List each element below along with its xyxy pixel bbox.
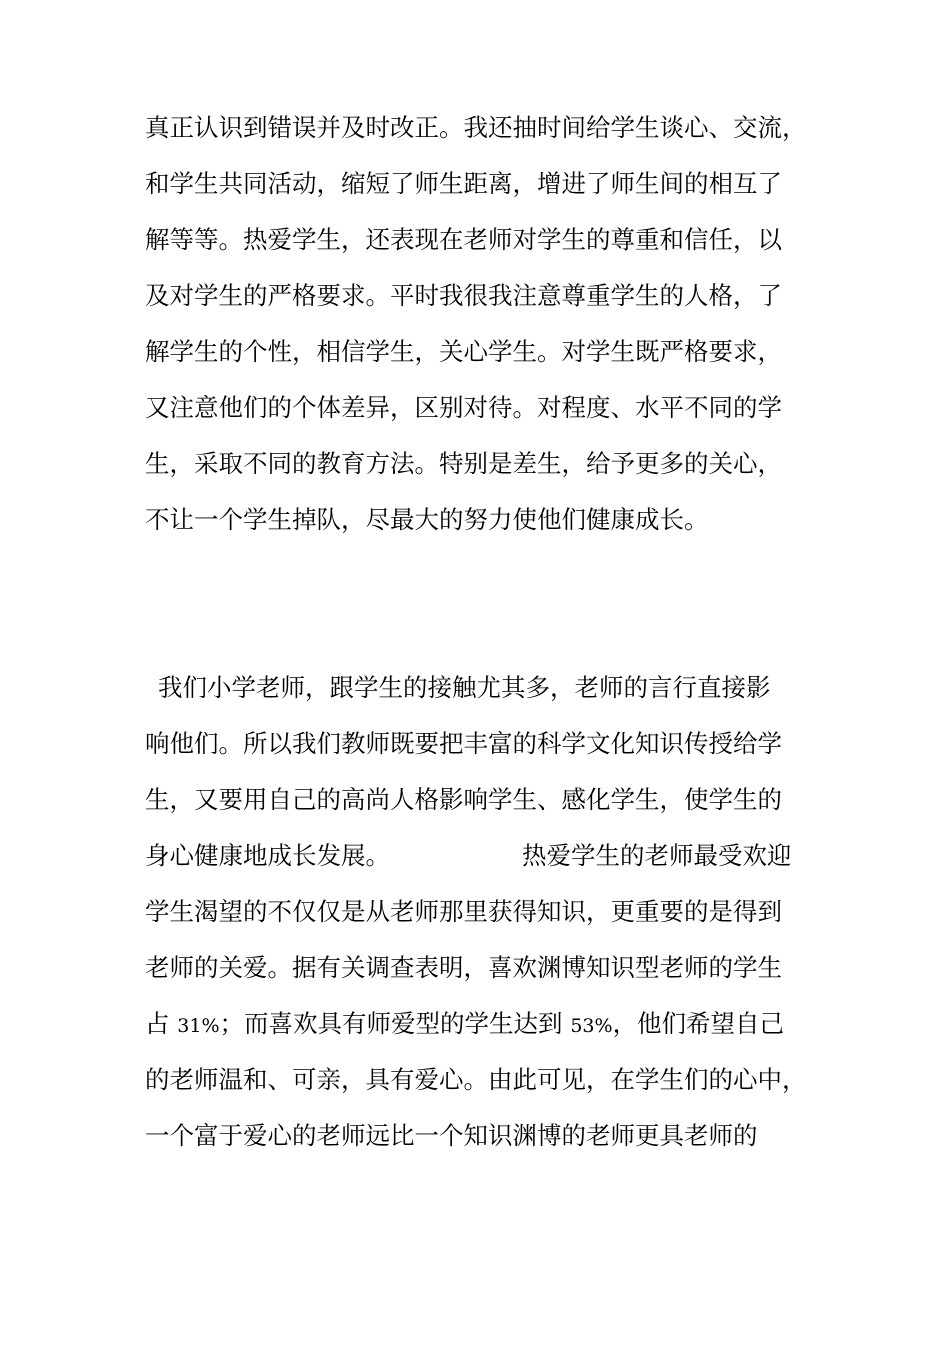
text-line: 的老师温和、可亲，具有爱心。由此可见，在学生们的心中， — [145, 1065, 807, 1094]
text-line: 身心健康地成长发展。 — [145, 841, 390, 870]
percent-value: 53% — [570, 1015, 613, 1037]
text-segment: ，他们希望自己 — [612, 1009, 785, 1038]
text-line: 生，又要用自己的高尚人格影响学生、感化学生，使学生的 — [145, 785, 782, 814]
percent-value: 31% — [177, 1015, 220, 1037]
text-line: 老师的关爱。据有关调查表明，喜欢渊博知识型老师的学生 — [145, 953, 782, 982]
text-line: 解学生的个性，相信学生，关心学生。对学生既严格要求， — [145, 337, 782, 366]
text-segment: ；而喜欢具有师爱型的学生达到 — [219, 1009, 571, 1038]
text-line: 解等等。热爱学生，还表现在老师对学生的尊重和信任，以 — [145, 225, 782, 254]
text-line: 生，采取不同的教育方法。特别是差生，给予更多的关心， — [145, 449, 782, 478]
text-line: 热爱学生的老师最受欢迎 — [522, 841, 792, 870]
text-line: 不让一个学生掉队，尽最大的努力使他们健康成长。 — [145, 505, 709, 534]
text-segment: 占 — [145, 1009, 178, 1038]
text-line: 又注意他们的个体差异，区别对待。对程度、水平不同的学 — [145, 393, 782, 422]
text-line: 及对学生的严格要求。平时我很我注意尊重学生的人格，了 — [145, 281, 782, 310]
text-line: 和学生共同活动，缩短了师生距离，增进了师生间的相互了 — [145, 169, 782, 198]
text-line — [145, 1004, 825, 1044]
text-line: 真正认识到错误并及时改正。我还抽时间给学生谈心、交流， — [145, 113, 807, 142]
text-line: 我们小学老师，跟学生的接触尤其多，老师的言行直接影 — [158, 673, 771, 702]
text-line: 一个富于爱心的老师远比一个知识渊博的老师更具老师的 — [145, 1121, 758, 1150]
text-line: 响他们。所以我们教师既要把丰富的科学文化知识传授给学 — [145, 729, 782, 758]
text-line: 学生渴望的不仅仅是从老师那里获得知识，更重要的是得到 — [145, 897, 782, 926]
